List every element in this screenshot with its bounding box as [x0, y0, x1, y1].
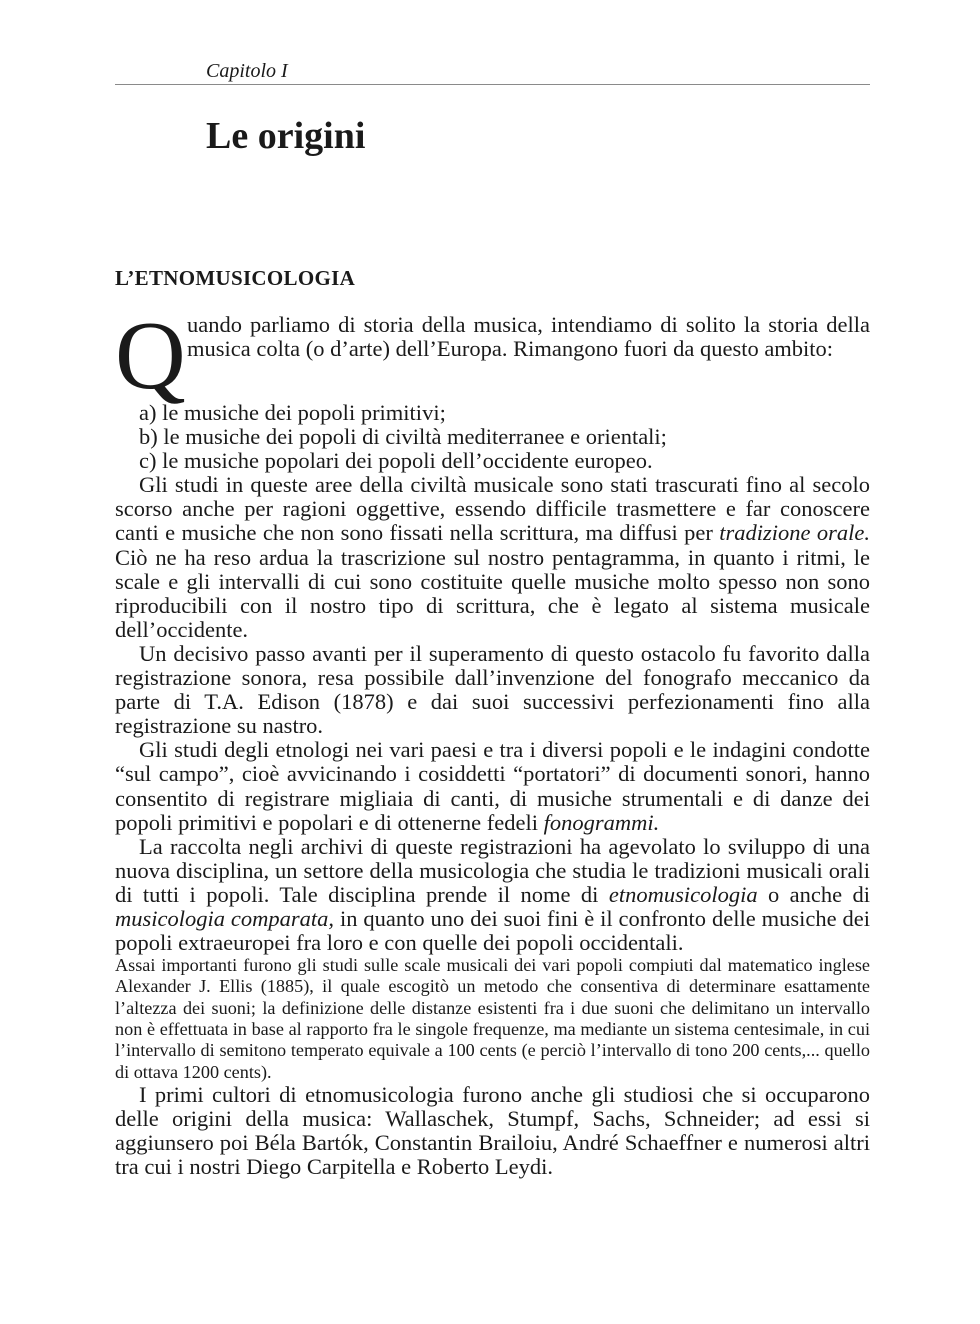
paragraph-scholars: I primi cultori di etnomusicologia furono anche gli studiosi che si occuparono delle origini della musica: Wallaschek, Stumpf, Sachs, Schneider; ad essi si aggiunsero poi Béla Bartók, Constantin Brailoiu, André Schaeffner e numerosi altri tra cui i nostri Diego Carpitella e Roberto Leydi. [115, 1081, 870, 1180]
paragraph-oral-tradition [115, 473, 870, 642]
section-heading: L’ETNOMUSICOLOGIA [115, 266, 356, 290]
paragraph-text: La raccolta negli archivi di queste registrazioni ha agevolato lo sviluppo di una nuova disciplina, un settore della musicologia che studia le tradizioni musicali orali di tutti i popoli. Tale disciplina prende il nome di [115, 833, 870, 907]
paragraph-discipline [115, 835, 870, 955]
emphasis-term: etnomusicologia [608, 881, 758, 907]
list-item: a) le musiche dei popoli primitivi; [139, 400, 446, 425]
opening-paragraph [115, 302, 870, 410]
note-block: Assai importanti furono gli studi sulle scale musicali dei vari popoli compiuti dal matematico inglese Alexander J. Ellis (1885), il quale escogitò un metodo che consentiva di determinare esattamente l’altezza dei suoni; la definizione delle distanze esistenti fra i due suoni che delimitano un intervallo non è effettuata in base al rapporto fra le singole frequenze, ma mediante un sistema centesimale, in cui l’intervallo di semitono temperato equivale a 100 cents (e perciò l’intervallo di tono 200 cents,... quello di ottava 1200 cents). [115, 955, 870, 1082]
emphasis-term: tradizione orale. [719, 520, 870, 546]
body-text [115, 302, 870, 1180]
paragraph-text: Ciò ne ha reso ardua la trascrizione sul nostro pentagramma, in quanto i ritmi, le scale e gli intervalli di cui sono costituite quelle musiche molto spesso non sono riproducibili con il nostro tipo di scrittura, che è legato al sistema musicale dell’occidente. [115, 544, 870, 642]
paragraph-text: in quanto uno dei suoi fini è il confronto delle musiche dei popoli extraeuropei fra loro e con quelle dei popoli occidentali. [115, 905, 870, 956]
emphasis-term: fonogrammi. [543, 809, 660, 835]
chapter-title: Le origini [206, 115, 366, 157]
paragraph-text: Gli studi in queste aree della civiltà musicale sono stati trascurati fino al secolo scorso anche per ragioni oggettive, essendo difficile trasmettere e far conoscere canti e musiche che non sono fissati nella scrittura, ma diffusi per [115, 472, 870, 546]
list-item: c) le musiche popolari dei popoli dell’occidente europeo. [139, 448, 653, 474]
paragraph-text: Gli studi degli etnologi nei vari paesi e tra i diversi popoli e le indagini condotte “sul campo”, cioè avvicinando i cosiddetti “portatori” di documenti sonori, hanno consentito di registrare migliaia di canti, di musiche strumentali e di danze dei popoli primitivi e popolari e di ottenerne fedeli [115, 737, 870, 835]
running-head: Capitolo I [206, 60, 288, 82]
drop-cap: Q [115, 302, 186, 410]
paragraph-fieldwork [115, 738, 870, 834]
paragraph-recording: Un decisivo passo avanti per il superamento di questo ostacolo fu favorito dalla registrazione sonora, resa possibile dall’invenzione del fonografo meccanico da parte di T.A. Edison (1878) e dai suoi successivi perfezionamenti fino alla registrazione su nastro. [115, 640, 870, 739]
emphasis-term: musicologia comparata, [115, 905, 335, 931]
opening-text: uando parliamo di storia della musica, intendiamo di solito la storia della musica colta (o d’arte) dell’Europa. Rimangono fuori da questo ambito: [187, 312, 870, 362]
header-rule [115, 84, 870, 85]
list-item: b) le musiche dei popoli di civiltà mediterranee e orientali; [139, 424, 667, 450]
paragraph-text: o anche di [757, 881, 870, 907]
